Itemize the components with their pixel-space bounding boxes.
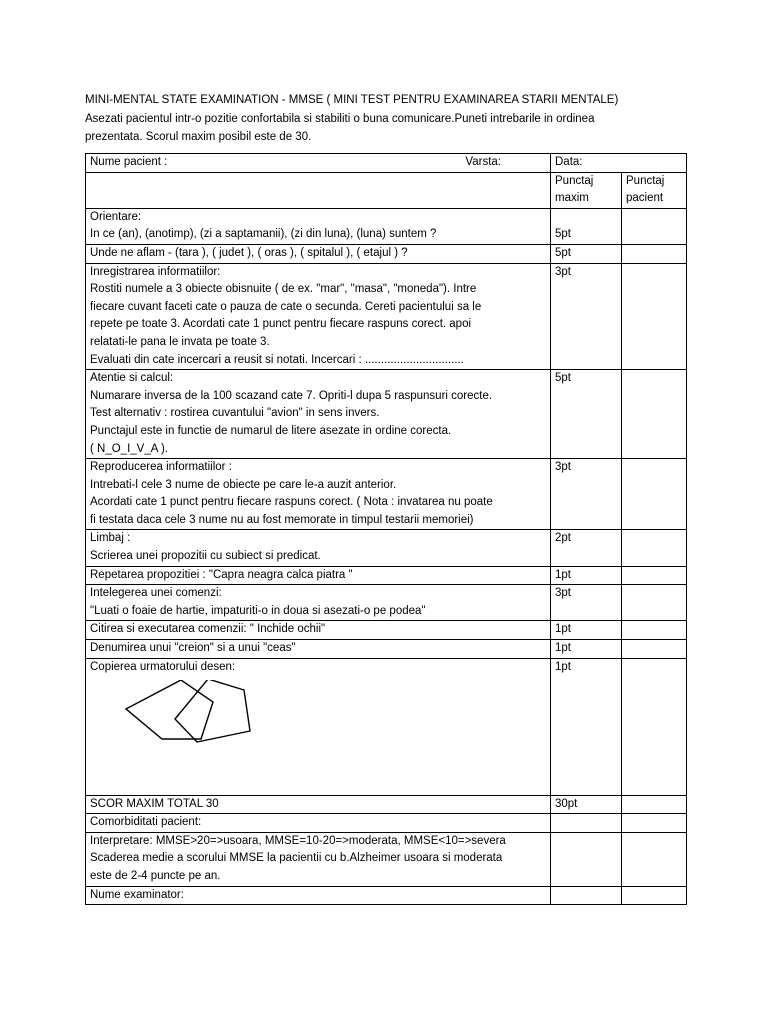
max-score-header: Punctaj maxim [551, 172, 622, 208]
row-intelegere [86, 585, 687, 621]
row-citire [86, 621, 687, 640]
row-atentie [86, 370, 687, 459]
patient-score-header: Punctaj pacient [622, 172, 687, 208]
row-total [86, 795, 687, 814]
patient-info-cell[interactable] [86, 154, 551, 173]
item-text: Orientare: In ce (an), (anotimp), (zi a saptamanii), (zi din luna), (luna) suntem ? [86, 208, 551, 244]
date-label: Data: [555, 156, 583, 168]
item-text: Reproducerea informatiilor : Intrebati-l cele 3 nume de obiecte pe care le-a auzit anterior. Acordati cate 1 punct pentru fiecare raspuns corect. ( Nota : invatarea nu poate fi testata daca cele 3 nume nu au fost memorate in timpul testarii memoriei) [86, 459, 551, 530]
max-score: 2pt [551, 530, 622, 566]
item-text: Atentie si calcul: Numarare inversa de la 100 scazand cate 7. Opriti-l dupa 5 raspunsuri corecte. Test alternativ : rostirea cuvantului "avion" in sens invers. Punctajul este in functie de numarul de litere asezate in ordine corecta. ( N_O_I_V_A ). [86, 370, 551, 459]
item-text[interactable]: Comorbiditati pacient: [86, 814, 551, 833]
row-repetare [86, 566, 687, 585]
empty-cell [551, 832, 622, 886]
item-text: Interpretare: MMSE>20=>usoara, MMSE=10-20=>moderata, MMSE<10=>severa Scaderea medie a scorului MMSE la pacientii cu b.Alzheimer usoara si moderata este de 2-4 puncte pe an. [86, 832, 551, 886]
item-text: Intelegerea unei comenzi: "Luati o foaie de hartie, impaturiti-o in doua si asezati-o pe podea" [86, 585, 551, 621]
max-score: 3pt [551, 459, 622, 530]
date-cell[interactable] [551, 154, 687, 173]
form-instructions [85, 110, 685, 146]
instruction-line: Asezati pacientul intr-o pozitie confortabila si stabiliti o buna comunicare.Puneti intrebarile in ordinea [85, 113, 595, 125]
max-score: 3pt [551, 585, 622, 621]
header-row [86, 172, 687, 208]
max-score: 1pt [551, 658, 622, 795]
instruction-line: prezentata. Scorul maxim posibil este de 30. [85, 131, 312, 143]
patient-score-cell[interactable] [622, 795, 687, 814]
max-score: 1pt [551, 566, 622, 585]
item-text: Denumirea unui "creion" si a unui "ceas" [86, 640, 551, 659]
header-empty-cell [86, 172, 551, 208]
patient-row [86, 154, 687, 173]
row-comorbiditati [86, 814, 687, 833]
patient-score-cell[interactable] [622, 640, 687, 659]
row-unde [86, 244, 687, 263]
item-text: Repetarea propozitiei : "Capra neagra calca piatra " [86, 566, 551, 585]
item-text: Copierea urmatorului desen: [86, 658, 551, 795]
row-denumire [86, 640, 687, 659]
empty-cell [551, 814, 622, 833]
empty-cell [622, 814, 687, 833]
patient-score-cell[interactable] [622, 621, 687, 640]
row-copiere [86, 658, 687, 795]
pentagon-right [175, 680, 250, 742]
row-orientare [86, 208, 687, 244]
patient-score-cell[interactable] [622, 530, 687, 566]
item-text: Citirea si executarea comenzii: " Inchide ochii" [86, 621, 551, 640]
patient-score-cell[interactable] [622, 459, 687, 530]
patient-score-cell[interactable] [622, 244, 687, 263]
max-score: 1pt [551, 640, 622, 659]
form-header [85, 90, 685, 146]
row-reproducere [86, 459, 687, 530]
item-text: Unde ne aflam - (tara ), ( judet ), ( oras ), ( spitalul ), ( etajul ) ? [86, 244, 551, 263]
max-score: 5pt [551, 370, 622, 459]
patient-score-cell[interactable] [622, 263, 687, 370]
empty-cell [622, 832, 687, 886]
item-text: Limbaj : Scrierea unei propozitii cu subiect si predicat. [86, 530, 551, 566]
patient-score-cell[interactable] [622, 370, 687, 459]
patient-score-cell[interactable] [622, 566, 687, 585]
age-label: Varsta: [465, 156, 501, 168]
patient-name-label: Nume pacient : [90, 156, 168, 168]
max-score: 1pt [551, 621, 622, 640]
max-score: 5pt [551, 244, 622, 263]
row-examinator [86, 886, 687, 905]
patient-score-cell[interactable] [622, 208, 687, 244]
patient-score-cell[interactable] [622, 658, 687, 795]
empty-cell [551, 886, 622, 905]
row-limbaj [86, 530, 687, 566]
item-text[interactable]: Nume examinator: [86, 886, 551, 905]
patient-score-cell[interactable] [622, 585, 687, 621]
max-score: 30pt [551, 795, 622, 814]
item-text: SCOR MAXIM TOTAL 30 [86, 795, 551, 814]
max-score: 5pt [551, 208, 622, 244]
empty-cell [622, 886, 687, 905]
intersecting-pentagons-drawing [124, 680, 264, 770]
row-inregistrare [86, 263, 687, 370]
row-interpretare [86, 832, 687, 886]
item-text: Inregistrarea informatiilor: Rostiti numele a 3 obiecte obisnuite ( de ex. "mar", "masa", "moneda"). Intre fiecare cuvant faceti cate o pauza de cate o secunda. Cereti pacientului sa le repete pe toate 3. Acordati cate 1 punct pentru fiecare raspuns corect. apoi relatati-le pana le invata pe toate 3. Evaluati din cate incercari a reusit si notati. Incercari : ............................... [86, 263, 551, 370]
form-title: MINI-MENTAL STATE EXAMINATION - MMSE ( MINI TEST PENTRU EXAMINAREA STARII MENTALE) [85, 94, 619, 106]
mmse-table [85, 153, 687, 905]
max-score: 3pt [551, 263, 622, 370]
